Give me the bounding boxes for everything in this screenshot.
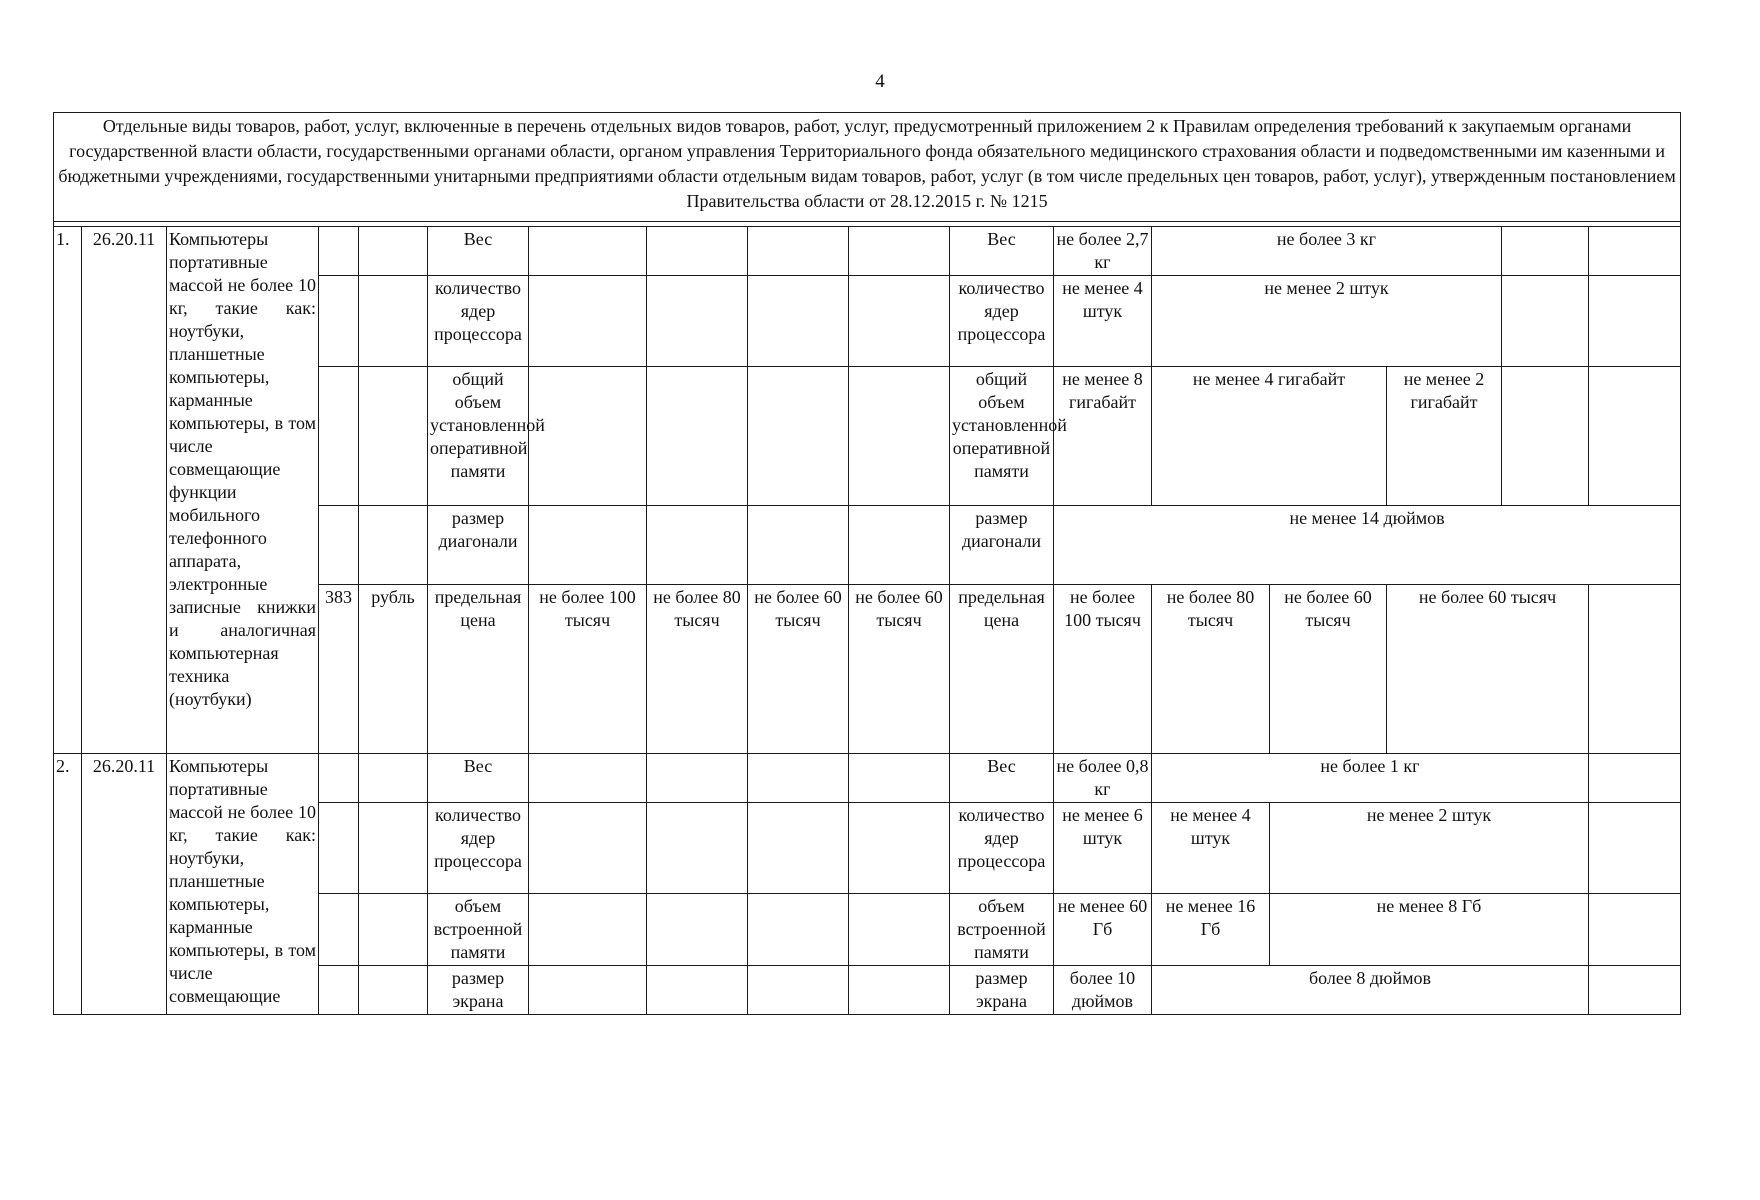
value-cell (748, 894, 849, 966)
value-cell (1589, 227, 1681, 276)
characteristic-left: Вес (428, 227, 529, 276)
table-header: Отдельные виды товаров, работ, услуг, включенные в перечень отдельных видов товаров, работ, услуг, предусмотренный приложением 2 к Правилам определения требований к закупаемым органами государственной власти области, государственными органами области, органом управления Территориального фонда обязательного медицинского страхования области и подведомственными им казенными и бюджетными учреждениями, государственными унитарными предприятиями области отдельным видам товаров, работ, услуг (в том числе предельных цен товаров, работ, услуг), утвержденным постановлением Правительства области от 28.12.2015 г. № 1215 (54, 113, 1681, 222)
price-cell: не более 60 тысяч (748, 585, 849, 754)
okpd2-code: 26.20.11 (82, 754, 167, 1015)
characteristic-right: количество ядер процессора (950, 803, 1054, 894)
okei-code: 383 (319, 585, 359, 754)
okei-code-cell (319, 754, 359, 803)
value-cell (647, 894, 748, 966)
value-cell (748, 803, 849, 894)
value-cell (647, 227, 748, 276)
characteristic-left: общий объем установленной оперативной памяти (428, 367, 529, 506)
value-cell (529, 367, 647, 506)
value-cell: не менее 2 штук (1270, 803, 1589, 894)
table-row (54, 754, 1681, 803)
product-name: Компьютеры портативные массой не более 10 кг, такие как: ноутбуки, планшетные компьютеры, карманные компьютеры, в том числе совмещающие (167, 754, 319, 1015)
value-cell: более 10 дюймов (1054, 966, 1152, 1015)
characteristic-right: размер диагонали (950, 506, 1054, 585)
okei-name-cell (359, 966, 428, 1015)
characteristic-left: объем встроенной памяти (428, 894, 529, 966)
value-cell: не более 60 тысяч (1387, 585, 1589, 754)
okpd2-code: 26.20.11 (82, 227, 167, 754)
page-number: 4 (875, 71, 885, 92)
value-cell (748, 227, 849, 276)
requirements-table (53, 112, 1681, 1015)
okei-name-cell (359, 276, 428, 367)
value-cell (1589, 367, 1681, 506)
value-cell (748, 367, 849, 506)
characteristic-right: предельная цена (950, 585, 1054, 754)
value-cell (849, 803, 950, 894)
value-cell: не более 2,7 кг (1054, 227, 1152, 276)
okei-name-cell (359, 754, 428, 803)
value-cell (647, 276, 748, 367)
price-cell: не более 100 тысяч (529, 585, 647, 754)
row-number: 2. (54, 754, 82, 1015)
value-cell (529, 227, 647, 276)
okei-name-cell (359, 506, 428, 585)
okei-name-cell (359, 894, 428, 966)
okei-code-cell (319, 276, 359, 367)
characteristic-left: размер диагонали (428, 506, 529, 585)
value-cell (849, 506, 950, 585)
value-cell (1502, 367, 1589, 506)
value-cell: не менее 8 Гб (1270, 894, 1589, 966)
value-cell (529, 803, 647, 894)
characteristic-left: размер экрана (428, 966, 529, 1015)
characteristic-right: количество ядер процессора (950, 276, 1054, 367)
value-cell: более 8 дюймов (1152, 966, 1589, 1015)
value-cell: не более 0,8 кг (1054, 754, 1152, 803)
okei-code-cell (319, 894, 359, 966)
okei-code-cell (319, 367, 359, 506)
product-name: Компьютеры портативные массой не более 10 кг, такие как: ноутбуки, планшетные компьютеры, карманные компьютеры, в том числе совмещающие функции мобильного телефонного аппарата, электронные записные книжки и аналогичная компьютерная техника (ноутбуки) (167, 227, 319, 754)
characteristic-left: Вес (428, 754, 529, 803)
value-cell (647, 754, 748, 803)
okei-code-cell (319, 966, 359, 1015)
okei-code-cell (319, 803, 359, 894)
value-cell (1589, 585, 1681, 754)
value-cell (849, 227, 950, 276)
value-cell: не менее 4 гигабайт (1152, 367, 1387, 506)
value-cell: не более 1 кг (1152, 754, 1589, 803)
characteristic-left: количество ядер процессора (428, 276, 529, 367)
okei-code-cell (319, 227, 359, 276)
okei-name-cell (359, 367, 428, 506)
value-cell: не менее 16 Гб (1152, 894, 1270, 966)
value-cell (849, 754, 950, 803)
value-cell (647, 803, 748, 894)
characteristic-right: Вес (950, 227, 1054, 276)
value-cell (849, 276, 950, 367)
value-cell (1589, 803, 1681, 894)
value-cell: не менее 8 гигабайт (1054, 367, 1152, 506)
value-cell: не более 60 тысяч (1270, 585, 1387, 754)
okei-name-cell (359, 227, 428, 276)
value-cell: не более 3 кг (1152, 227, 1502, 276)
value-cell: не более 80 тысяч (1152, 585, 1270, 754)
value-cell: не менее 2 гигабайт (1387, 367, 1502, 506)
value-cell (529, 276, 647, 367)
value-cell (748, 754, 849, 803)
value-cell (1589, 966, 1681, 1015)
price-cell: не более 60 тысяч (849, 585, 950, 754)
table-row (54, 227, 1681, 276)
value-cell (748, 966, 849, 1015)
value-cell: не менее 60 Гб (1054, 894, 1152, 966)
value-cell: не менее 14 дюймов (1054, 506, 1681, 585)
value-cell (1589, 754, 1681, 803)
value-cell: не менее 6 штук (1054, 803, 1152, 894)
value-cell (748, 506, 849, 585)
value-cell (748, 276, 849, 367)
value-cell: не менее 2 штук (1152, 276, 1502, 367)
characteristic-right: общий объем установленной оперативной памяти (950, 367, 1054, 506)
value-cell (1589, 894, 1681, 966)
characteristic-left: количество ядер процессора (428, 803, 529, 894)
value-cell (1502, 276, 1589, 367)
value-cell (529, 506, 647, 585)
value-cell (647, 966, 748, 1015)
value-cell (529, 966, 647, 1015)
characteristic-left: предельная цена (428, 585, 529, 754)
value-cell (849, 966, 950, 1015)
value-cell (647, 506, 748, 585)
value-cell (1589, 276, 1681, 367)
okei-name: рубль (359, 585, 428, 754)
okei-name-cell (359, 803, 428, 894)
value-cell: не более 100 тысяч (1054, 585, 1152, 754)
characteristic-right: Вес (950, 754, 1054, 803)
row-number: 1. (54, 227, 82, 754)
value-cell: не менее 4 штук (1152, 803, 1270, 894)
value-cell (529, 894, 647, 966)
characteristic-right: размер экрана (950, 966, 1054, 1015)
value-cell (529, 754, 647, 803)
value-cell: не менее 4 штук (1054, 276, 1152, 367)
value-cell (849, 367, 950, 506)
value-cell (1502, 227, 1589, 276)
okei-code-cell (319, 506, 359, 585)
characteristic-right: объем встроенной памяти (950, 894, 1054, 966)
value-cell (647, 367, 748, 506)
price-cell: не более 80 тысяч (647, 585, 748, 754)
value-cell (849, 894, 950, 966)
